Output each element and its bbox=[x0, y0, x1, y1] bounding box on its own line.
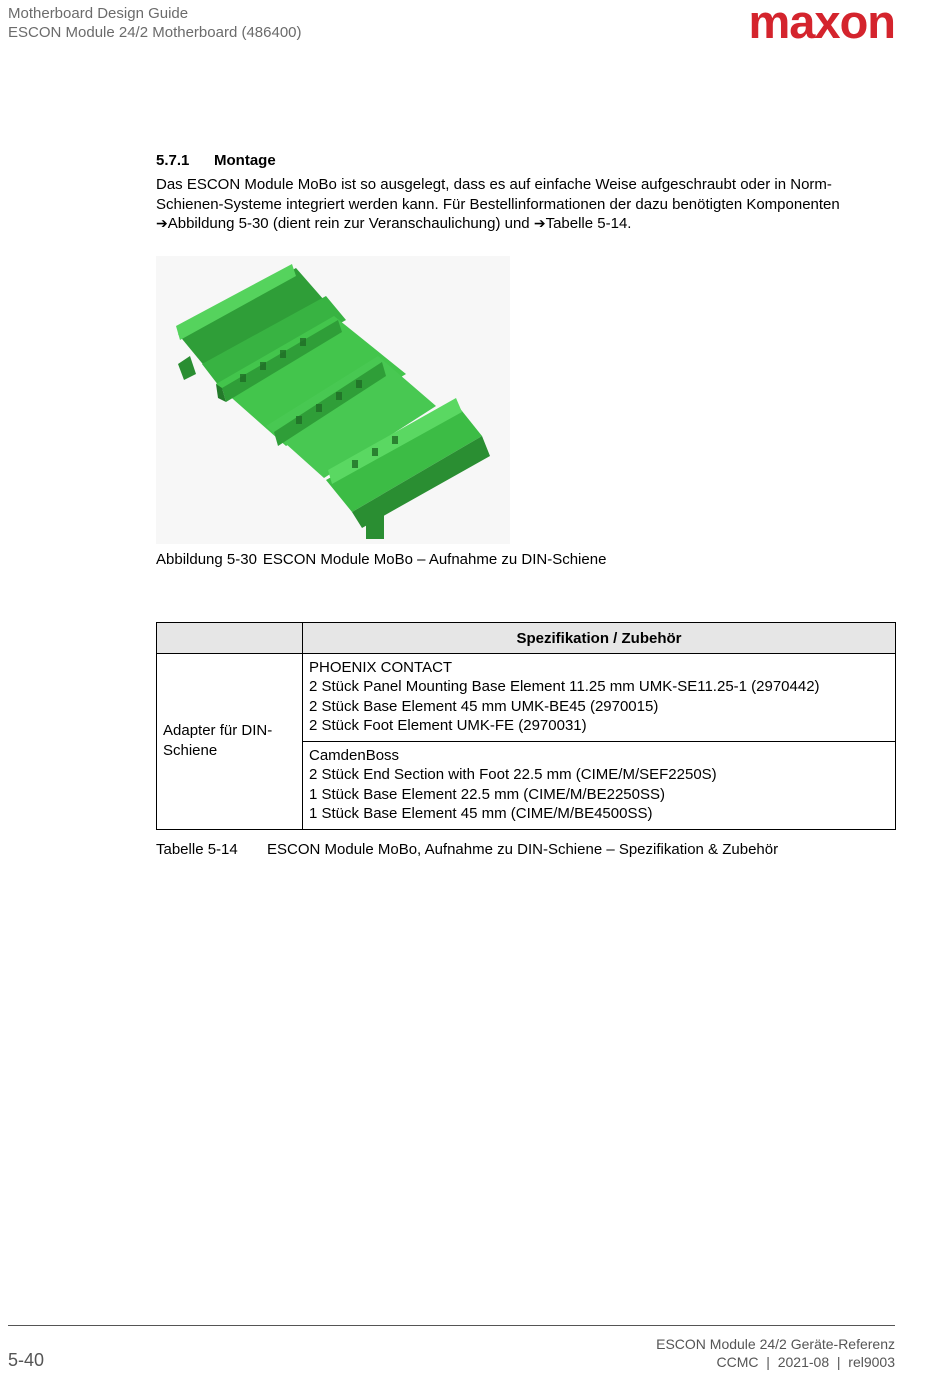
figure-caption-text: ESCON Module MoBo – Aufnahme zu DIN-Schiene bbox=[262, 551, 607, 568]
list-item: 2 Stück Foot Element UMK-FE (2970031) bbox=[309, 716, 587, 734]
section-title: Montage bbox=[214, 152, 276, 169]
paragraph-end: . bbox=[627, 215, 632, 232]
table-link[interactable]: Tabelle 5-14 bbox=[545, 215, 628, 232]
figure-link[interactable]: Abbildung 5-30 bbox=[167, 215, 269, 232]
paragraph-text-2: (dient rein zur Veranschaulichung) und bbox=[268, 215, 534, 232]
list-item: 2 Stück Panel Mounting Base Element 11.25 mm UMK-SE11.25-1 (2970442) bbox=[309, 678, 820, 696]
spec-table bbox=[156, 622, 896, 830]
list-item: 2 Stück Base Element 45 mm UMK-BE45 (2970015) bbox=[309, 697, 659, 715]
section-paragraph bbox=[156, 175, 896, 234]
vendor-name: CamdenBoss bbox=[309, 747, 400, 765]
arrow-icon: ➔ bbox=[533, 215, 546, 231]
paragraph-text: Das ESCON Module MoBo ist so ausgelegt, dass es auf einfache Weise aufgeschraubt oder in Norm-Schienen-Systeme integriert werden kann. Für Bestellinformationen der dazu benötigten Komponenten bbox=[156, 176, 840, 213]
table-cell-camdenboss bbox=[303, 742, 896, 830]
header-doc-subtitle: ESCON Module 24/2 Motherboard (486400) bbox=[8, 24, 302, 41]
table-caption bbox=[156, 841, 778, 858]
maxon-logo: maxon bbox=[748, 0, 895, 48]
arrow-icon: ➔ bbox=[156, 215, 168, 231]
table-caption-text: ESCON Module MoBo, Aufnahme zu DIN-Schiene – Spezifikation & Zubehör bbox=[267, 841, 779, 858]
footer-divider bbox=[8, 1325, 895, 1326]
list-item: 1 Stück Base Element 45 mm (CIME/M/BE4500SS) bbox=[309, 805, 653, 823]
list-item: 1 Stück Base Element 22.5 mm (CIME/M/BE2250SS) bbox=[309, 785, 665, 803]
section-number: 5.7.1 bbox=[156, 152, 190, 169]
row-label: Adapter für DIN-Schiene bbox=[157, 654, 303, 830]
footer-meta: CCMC | 2021-08 | rel9003 bbox=[716, 1354, 895, 1370]
figure-caption-label: Abbildung 5-30 bbox=[156, 551, 257, 568]
footer-doc-title: ESCON Module 24/2 Geräte-Referenz bbox=[656, 1336, 895, 1352]
section-heading bbox=[156, 152, 896, 169]
list-item: 2 Stück End Section with Foot 22.5 mm (CIME/M/SEF2250S) bbox=[309, 766, 717, 784]
din-rail-adapter-photo bbox=[156, 256, 510, 544]
footer-info bbox=[656, 1335, 895, 1371]
table-header: Spezifikation / Zubehör bbox=[303, 623, 896, 654]
table-caption-label: Tabelle 5-14 bbox=[156, 841, 238, 858]
figure-caption bbox=[156, 551, 606, 568]
table-header-empty bbox=[157, 623, 303, 654]
table-cell-phoenix bbox=[303, 654, 896, 742]
header-doc-title: Motherboard Design Guide bbox=[8, 5, 189, 22]
section-montage bbox=[156, 152, 896, 234]
page-number: 5-40 bbox=[8, 1350, 45, 1370]
vendor-name: PHOENIX CONTACT bbox=[309, 659, 453, 676]
